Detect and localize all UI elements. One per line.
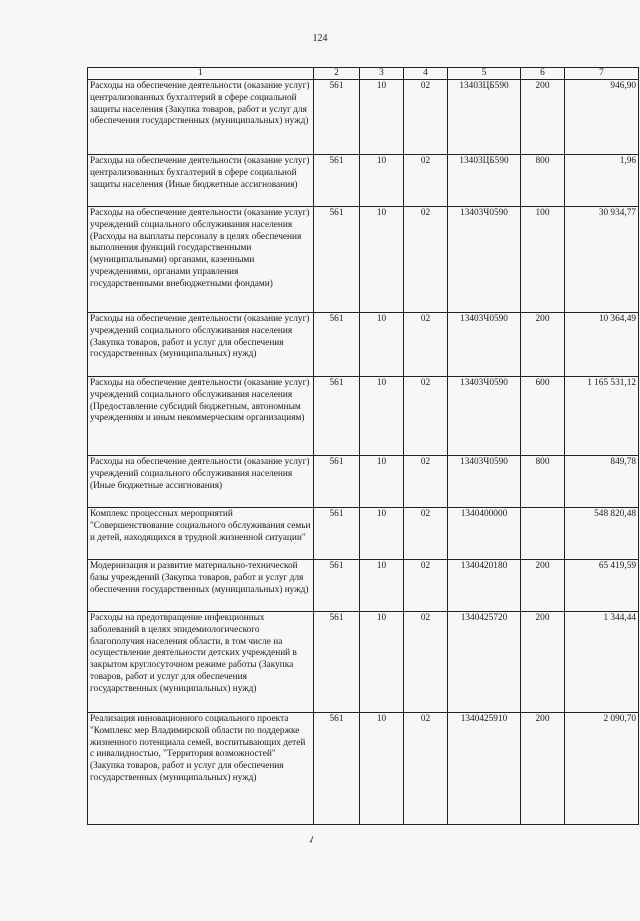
cell-amount: 946,90 [565,80,639,155]
table-row [88,377,639,456]
cell-amount: 30 934,77 [565,207,639,313]
cell-amount: 10 364,49 [565,313,639,377]
cell-target-article: 1340420180 [448,560,521,612]
cell-subsection: 02 [404,508,448,560]
table-row [88,80,639,155]
cell-admin-code: 561 [314,377,360,456]
table-row [88,713,639,825]
cell-subsection: 02 [404,377,448,456]
cell-subsection: 02 [404,207,448,313]
row-description: Модернизация и развитие материально-технической базы учреждений (Закупка товаров, работ и услуг для обеспечения государственных (муниципальных) нужд) [88,560,314,612]
cell-amount: 2 090,70 [565,713,639,825]
table-row [88,456,639,508]
cell-section: 10 [360,377,404,456]
header-col-2: 2 [314,68,360,80]
cell-section: 10 [360,713,404,825]
cell-section: 10 [360,560,404,612]
cell-subsection: 02 [404,313,448,377]
row-description: Расходы на обеспечение деятельности (оказание услуг) централизованных бухгалтерий в сфере социальной защиты населения (Иные бюджетные ассигнования) [88,155,314,207]
cell-admin-code: 561 [314,155,360,207]
cell-admin-code: 561 [314,508,360,560]
cell-subsection: 02 [404,80,448,155]
cell-admin-code: 561 [314,560,360,612]
cell-admin-code: 561 [314,456,360,508]
header-col-4: 4 [404,68,448,80]
row-description: Расходы на обеспечение деятельности (оказание услуг) учреждений социального обслуживания населения (Предоставление субсидий бюджетным, автономным учреждениям и иным некоммерческим организациям) [88,377,314,456]
cell-section: 10 [360,80,404,155]
header-col-6: 6 [521,68,565,80]
cell-expense-type: 200 [521,313,565,377]
cell-admin-code: 561 [314,713,360,825]
pen-mark: ✓ [306,833,319,848]
cell-amount: 1 165 531,12 [565,377,639,456]
row-description: Реализация инновационного социального проекта "Комплекс мер Владимирской области по поддержке жизненного потенциала семей, воспитывающих детей с инвалидностью, "Территория возможностей" (Закупка товаров, работ и услуг для обеспечения государственных (муниципальных) нужд) [88,713,314,825]
cell-subsection: 02 [404,456,448,508]
header-col-3: 3 [360,68,404,80]
cell-expense-type: 200 [521,713,565,825]
header-row [88,68,639,80]
cell-subsection: 02 [404,155,448,207]
cell-target-article: 13403Ч0590 [448,377,521,456]
cell-subsection: 02 [404,560,448,612]
cell-section: 10 [360,508,404,560]
cell-target-article: 1340425910 [448,713,521,825]
table-row [88,155,639,207]
cell-amount: 849,78 [565,456,639,508]
cell-subsection: 02 [404,713,448,825]
cell-amount: 1,96 [565,155,639,207]
header-col-1: 1 [88,68,314,80]
cell-admin-code: 561 [314,313,360,377]
cell-subsection: 02 [404,612,448,713]
cell-target-article: 1340425720 [448,612,521,713]
cell-expense-type [521,508,565,560]
cell-amount: 65 419,59 [565,560,639,612]
cell-section: 10 [360,207,404,313]
budget-table [87,67,639,825]
row-description: Расходы на предотвращение инфекционных заболеваний в целях эпидемиологического благополучия населения области, в том числе на осуществление деятельности детских учреждений в закрытом круглосуточном режиме работы (Закупка товаров, работ и услуг для обеспечения государственных (муниципальных) нужд) [88,612,314,713]
cell-target-article: 13403Ч0590 [448,313,521,377]
cell-expense-type: 200 [521,612,565,713]
table-row [88,560,639,612]
cell-expense-type: 200 [521,560,565,612]
cell-section: 10 [360,456,404,508]
cell-admin-code: 561 [314,612,360,713]
cell-admin-code: 561 [314,80,360,155]
cell-target-article: 13403ЦБ590 [448,80,521,155]
cell-expense-type: 200 [521,80,565,155]
cell-section: 10 [360,313,404,377]
cell-section: 10 [360,612,404,713]
cell-expense-type: 100 [521,207,565,313]
row-description: Комплекс процессных мероприятий "Совершенствование социального обслуживания семьи и детей, находящихся в трудной жизненной ситуации" [88,508,314,560]
table-row [88,313,639,377]
cell-amount: 1 344,44 [565,612,639,713]
cell-target-article: 13403Ч0590 [448,456,521,508]
cell-expense-type: 600 [521,377,565,456]
cell-target-article: 13403Ч0590 [448,207,521,313]
cell-expense-type: 800 [521,456,565,508]
row-description: Расходы на обеспечение деятельности (оказание услуг) учреждений социального обслуживания населения (Закупка товаров, работ и услуг для обеспечения государственных (муниципальных) нужд) [88,313,314,377]
row-description: Расходы на обеспечение деятельности (оказание услуг) централизованных бухгалтерий в сфере социальной защиты населения (Закупка товаров, работ и услуг для обеспечения государственных (муниципальных) нужд) [88,80,314,155]
table-row [88,612,639,713]
table-row [88,207,639,313]
header-col-5: 5 [448,68,521,80]
row-description: Расходы на обеспечение деятельности (оказание услуг) учреждений социального обслуживания населения (Иные бюджетные ассигнования) [88,456,314,508]
cell-target-article: 13403ЦБ590 [448,155,521,207]
cell-expense-type: 800 [521,155,565,207]
row-description: Расходы на обеспечение деятельности (оказание услуг) учреждений социального обслуживания населения (Расходы на выплаты персоналу в целях обеспечения выполнения функций государственными (муниципальными) органами, казенными учреждениями, органами управления государственными внебюджетными фондами) [88,207,314,313]
cell-target-article: 1340400000 [448,508,521,560]
cell-section: 10 [360,155,404,207]
table-row [88,508,639,560]
header-col-7: 7 [565,68,639,80]
cell-amount: 548 820,48 [565,508,639,560]
page-number: 124 [312,33,328,44]
cell-admin-code: 561 [314,207,360,313]
